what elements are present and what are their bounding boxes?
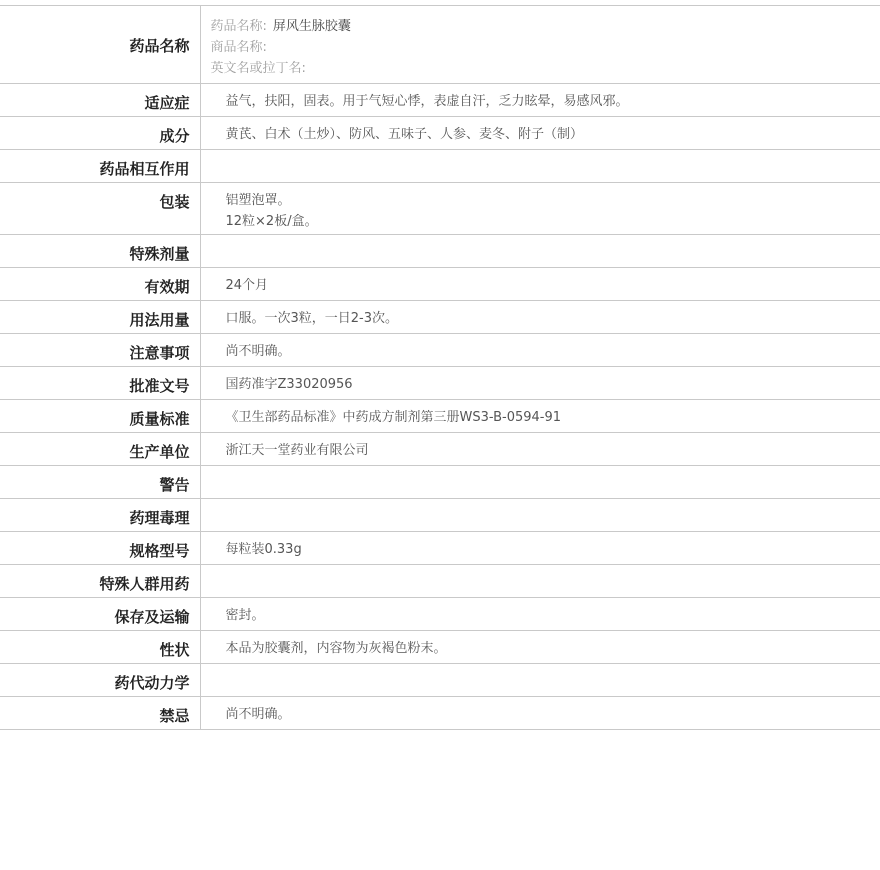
row-value xyxy=(226,150,880,157)
spec-row xyxy=(0,697,880,730)
spec-row xyxy=(0,400,880,433)
spec-row xyxy=(0,532,880,565)
row-value xyxy=(226,466,880,473)
row-value-cell xyxy=(200,150,880,183)
spec-row xyxy=(0,466,880,499)
spec-row xyxy=(0,268,880,301)
trade-name-key: 商品名称: xyxy=(210,40,267,55)
row-value-cell xyxy=(200,532,880,565)
spec-row xyxy=(0,183,880,235)
row-value-cell xyxy=(200,367,880,400)
row-label: 药品相互作用 xyxy=(99,160,190,178)
spec-row xyxy=(0,664,880,697)
row-label-cell xyxy=(0,334,200,367)
row-value-line: 《卫生部药品标准》中药成方制剂第三册WS3-B-0594-91 xyxy=(225,410,562,425)
row-label-cell xyxy=(0,235,200,268)
spec-row xyxy=(0,598,880,631)
spec-row xyxy=(0,367,880,400)
row-value-cell xyxy=(200,334,880,367)
row-value xyxy=(226,117,880,145)
row-value xyxy=(226,84,880,112)
drug-spec-table xyxy=(0,5,880,730)
spec-row xyxy=(0,433,880,466)
row-value xyxy=(226,664,880,671)
row-label: 规格型号 xyxy=(129,542,190,560)
row-label: 保存及运输 xyxy=(114,608,190,626)
row-value-line: 尚不明确。 xyxy=(225,707,291,722)
spec-row xyxy=(0,301,880,334)
row-label: 包装 xyxy=(159,193,190,211)
row-label-cell xyxy=(0,664,200,697)
row-value xyxy=(226,334,880,362)
row-value-line: 12粒×2板/盒。 xyxy=(225,214,318,229)
generic-name-line xyxy=(211,16,880,37)
row-label-cell xyxy=(0,268,200,301)
spec-row xyxy=(0,235,880,268)
row-label-cell xyxy=(0,6,200,84)
row-label-cell xyxy=(0,400,200,433)
generic-name-key: 药品名称: xyxy=(210,19,267,34)
row-value-line: 本品为胶囊剂，内容物为灰褐色粉末。 xyxy=(225,641,447,656)
row-value-line: 口服。一次3粒，一日2-3次。 xyxy=(225,311,399,326)
row-label: 生产单位 xyxy=(129,443,190,461)
row-value xyxy=(226,433,880,461)
row-value-cell xyxy=(200,433,880,466)
row-value xyxy=(226,301,880,329)
row-value-cell xyxy=(200,6,880,84)
row-label-cell xyxy=(0,631,200,664)
row-label-cell xyxy=(0,433,200,466)
spec-row xyxy=(0,117,880,150)
spec-table-body xyxy=(0,6,880,730)
row-value-cell xyxy=(200,117,880,150)
row-label-cell xyxy=(0,301,200,334)
english-name-line xyxy=(211,58,880,79)
row-value xyxy=(226,235,880,242)
english-name-key: 英文名或拉丁名: xyxy=(210,61,306,76)
spec-row xyxy=(0,84,880,117)
row-label: 警告 xyxy=(159,476,190,494)
row-label-cell xyxy=(0,598,200,631)
spec-row xyxy=(0,150,880,183)
row-drug-names xyxy=(0,6,880,84)
row-value-cell xyxy=(200,301,880,334)
spec-row xyxy=(0,631,880,664)
row-label: 药品名称 xyxy=(129,37,190,55)
row-label: 特殊剂量 xyxy=(129,245,190,263)
row-value-cell xyxy=(200,697,880,730)
row-value-cell xyxy=(200,268,880,301)
row-value-line: 浙江天一堂药业有限公司 xyxy=(225,443,369,458)
row-label: 成分 xyxy=(159,127,190,145)
row-value-line: 尚不明确。 xyxy=(225,344,291,359)
drug-names-block xyxy=(201,6,880,79)
row-value xyxy=(226,532,880,560)
row-value xyxy=(226,499,880,506)
row-label: 药代动力学 xyxy=(114,674,190,692)
row-value xyxy=(226,598,880,626)
row-label: 禁忌 xyxy=(159,707,190,725)
row-value-line: 每粒装0.33g xyxy=(225,542,302,557)
row-value-cell xyxy=(200,499,880,532)
row-label: 有效期 xyxy=(144,278,190,296)
row-value xyxy=(226,367,880,395)
spec-row xyxy=(0,565,880,598)
row-label: 性状 xyxy=(159,641,190,659)
row-value-line: 益气，扶阳，固表。用于气短心悸，表虚自汗，乏力眩晕，易感风邪。 xyxy=(225,94,629,109)
row-label: 药理毒理 xyxy=(129,509,190,527)
row-label-cell xyxy=(0,367,200,400)
row-value-cell xyxy=(200,466,880,499)
row-value xyxy=(226,631,880,659)
row-label-cell xyxy=(0,499,200,532)
row-label: 用法用量 xyxy=(129,311,190,329)
row-value xyxy=(226,400,880,428)
row-label-cell xyxy=(0,150,200,183)
trade-name-line xyxy=(211,37,880,58)
spec-row xyxy=(0,499,880,532)
row-label-cell xyxy=(0,697,200,730)
row-value-line: 铝塑泡罩。 xyxy=(225,193,291,208)
spec-row xyxy=(0,334,880,367)
row-value-cell xyxy=(200,400,880,433)
row-label-cell xyxy=(0,565,200,598)
row-label-cell xyxy=(0,532,200,565)
row-value-line: 24个月 xyxy=(225,278,269,293)
row-value xyxy=(226,565,880,572)
row-value-cell xyxy=(200,183,880,235)
row-label: 批准文号 xyxy=(129,377,190,395)
row-value-line: 国药准字Z33020956 xyxy=(225,377,353,392)
row-value-cell xyxy=(200,235,880,268)
row-value-cell xyxy=(200,84,880,117)
row-value-cell xyxy=(200,664,880,697)
row-value-line: 密封。 xyxy=(225,608,265,623)
row-label-cell xyxy=(0,183,200,235)
row-value xyxy=(226,183,880,232)
row-label-cell xyxy=(0,466,200,499)
row-label: 适应症 xyxy=(144,94,190,112)
row-label: 注意事项 xyxy=(129,344,190,362)
row-label: 质量标准 xyxy=(129,410,190,428)
row-value-cell xyxy=(200,565,880,598)
row-label-cell xyxy=(0,84,200,117)
row-value-cell xyxy=(200,598,880,631)
row-value xyxy=(226,697,880,725)
generic-name-value: 屏风生脉胶囊 xyxy=(272,19,351,34)
row-value-line: 黄芪、白术（土炒）、防风、五味子、人参、麦冬、附子（制） xyxy=(225,127,584,142)
row-label: 特殊人群用药 xyxy=(99,575,190,593)
row-value-cell xyxy=(200,631,880,664)
row-value xyxy=(226,268,880,296)
row-label-cell xyxy=(0,117,200,150)
